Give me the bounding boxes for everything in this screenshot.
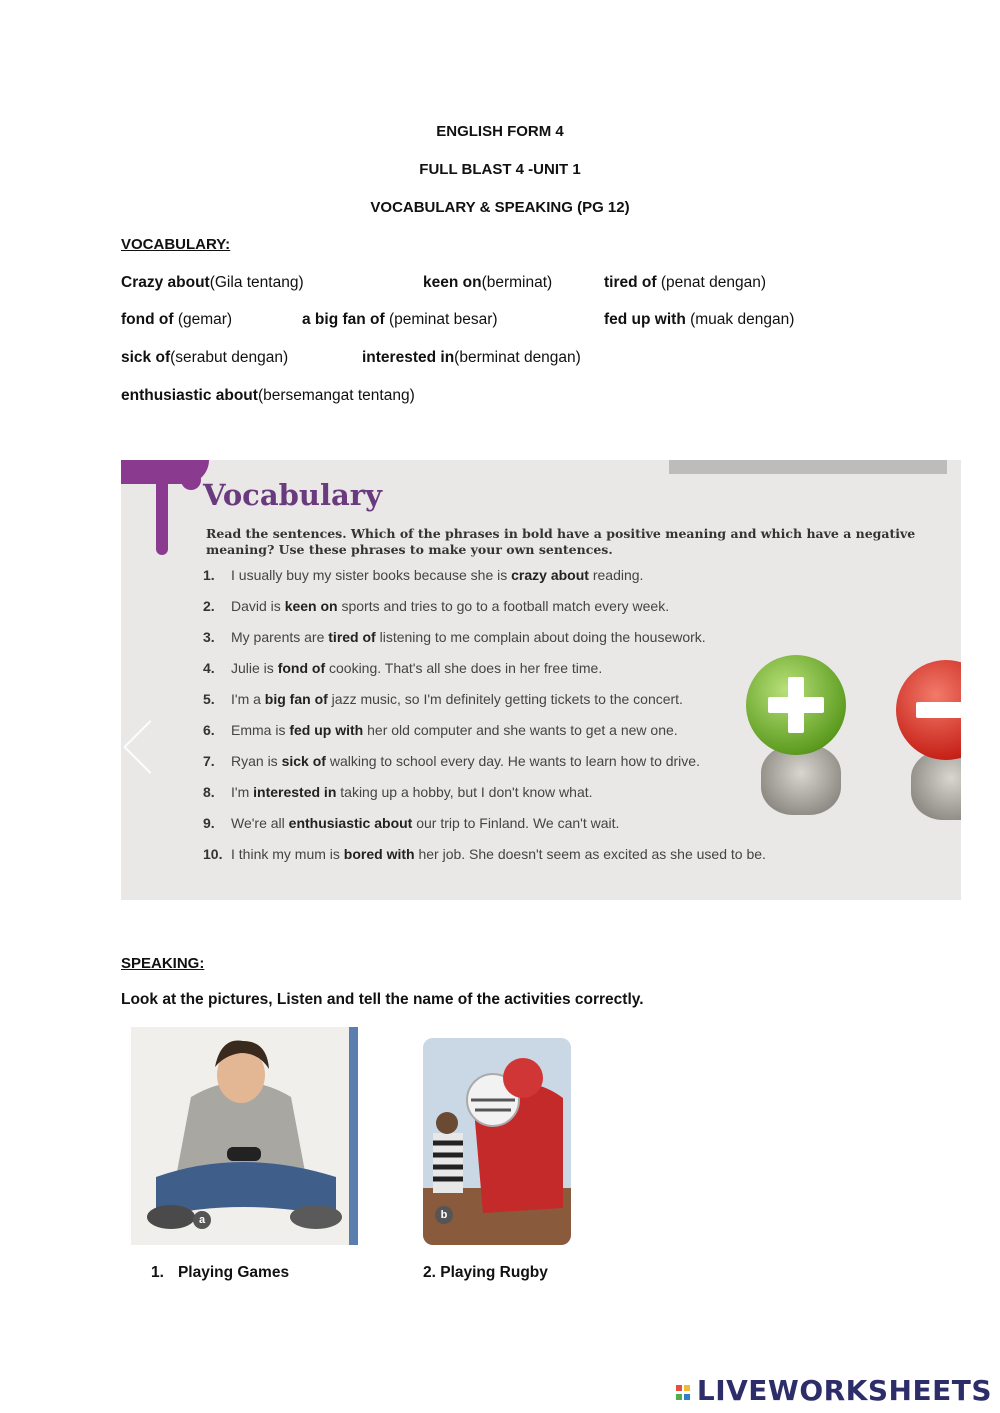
vocab-item: interested in(berminat dengan) xyxy=(362,349,581,366)
book-sentence: 10. I think my mum is bored with her job. She doesn't seem as excited as she used to be. xyxy=(203,846,766,862)
paint-drip xyxy=(156,460,168,555)
photo-playing-rugby xyxy=(423,1038,571,1245)
book-sentence-list xyxy=(203,567,766,877)
vocab-item: Crazy about(Gila tentang) xyxy=(121,274,304,291)
button-base xyxy=(911,750,961,820)
paint-drop xyxy=(181,470,201,490)
doc-section-title: VOCABULARY & SPEAKING (PG 12) xyxy=(370,199,630,216)
scan-tab-strip xyxy=(669,460,947,474)
book-title: Vocabulary xyxy=(203,478,382,512)
button-base xyxy=(761,745,841,815)
doc-subtitle: FULL BLAST 4 -UNIT 1 xyxy=(419,161,581,178)
vocab-item: a big fan of (peminat besar) xyxy=(302,311,498,328)
book-sentence: 3. My parents are tired of listening to me complain about doing the housework. xyxy=(203,629,706,645)
book-instruction: Read the sentences. Which of the phrases in bold have a positive meaning and which have a negative meaning? Use these phrases to make your own sentences. xyxy=(206,526,916,557)
photo-badge: a xyxy=(193,1211,211,1229)
vocab-item: tired of (penat dengan) xyxy=(604,274,766,291)
caption-2: 2. Playing Rugby xyxy=(423,1264,548,1281)
book-sentence: 7. Ryan is sick of walking to school every day. He wants to learn how to drive. xyxy=(203,753,700,769)
gamer-illustration xyxy=(131,1027,358,1245)
speaking-heading: SPEAKING: xyxy=(121,955,205,972)
book-sentence: 5. I'm a big fan of jazz music, so I'm definitely getting tickets to the concert. xyxy=(203,691,683,707)
vocab-item: fed up with (muak dengan) xyxy=(604,311,795,328)
vocab-item: fond of (gemar) xyxy=(121,311,233,328)
caption-1: 1. Playing Games xyxy=(151,1264,290,1281)
vocabulary-heading: VOCABULARY: xyxy=(121,236,231,253)
doc-title: ENGLISH FORM 4 xyxy=(436,123,564,140)
vocab-item: enthusiastic about(bersemangat tentang) xyxy=(121,387,415,404)
book-sentence: 4. Julie is fond of cooking. That's all she does in her free time. xyxy=(203,660,603,676)
liveworksheets-logo: LIVEWORKSHEETS xyxy=(675,1374,992,1407)
logo-icon xyxy=(675,1383,697,1401)
photo-badge: b xyxy=(435,1206,453,1224)
book-sentence: 9. We're all enthusiastic about our trip to Finland. We can't wait. xyxy=(203,815,620,831)
photo-playing-games xyxy=(131,1027,358,1245)
chevron-left-icon xyxy=(123,720,177,774)
vocab-item: keen on(berminat) xyxy=(423,274,553,291)
textbook-vocabulary-image xyxy=(121,460,961,900)
book-sentence: 2. David is keen on sports and tries to go to a football match every week. xyxy=(203,598,670,614)
speaking-instruction: Look at the pictures, Listen and tell the name of the activities correctly. xyxy=(121,991,644,1008)
plus-button-icon xyxy=(746,655,846,755)
minus-button-icon xyxy=(896,660,961,760)
book-sentence: 6. Emma is fed up with her old computer and she wants to get a new one. xyxy=(203,722,678,738)
book-sentence: 8. I'm interested in taking up a hobby, but I don't know what. xyxy=(203,784,593,800)
book-sentence: 1. I usually buy my sister books because she is crazy about reading. xyxy=(203,567,644,583)
vocab-item: sick of(serabut dengan) xyxy=(121,349,289,366)
